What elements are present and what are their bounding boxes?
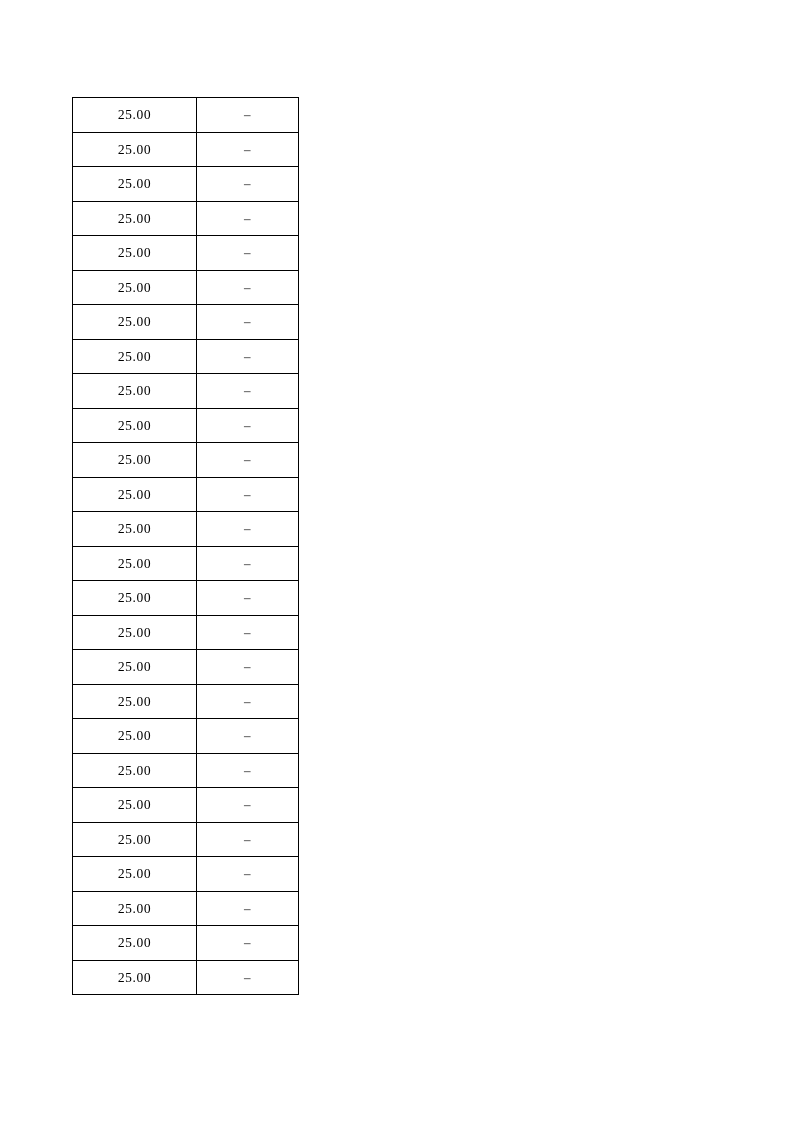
cell-amount: 25.00 bbox=[73, 443, 197, 478]
cell-value bbox=[197, 201, 299, 236]
table-row bbox=[73, 443, 299, 478]
cell-amount: 25.00 bbox=[73, 788, 197, 823]
cell-value bbox=[197, 650, 299, 685]
table-row bbox=[73, 132, 299, 167]
cell-value bbox=[197, 753, 299, 788]
cell-amount: 25.00 bbox=[73, 201, 197, 236]
cell-value bbox=[197, 891, 299, 926]
dash-glyph: – bbox=[243, 693, 252, 709]
cell-amount: 25.00 bbox=[73, 98, 197, 133]
cell-value bbox=[197, 374, 299, 409]
table-row bbox=[73, 822, 299, 857]
table-row bbox=[73, 270, 299, 305]
dash-glyph: – bbox=[243, 831, 252, 847]
table-row bbox=[73, 753, 299, 788]
dash-glyph: – bbox=[243, 521, 252, 536]
dash-glyph: – bbox=[243, 314, 252, 329]
table-row bbox=[73, 857, 299, 892]
dash-glyph: – bbox=[243, 555, 252, 571]
dash-glyph: – bbox=[243, 141, 252, 157]
dash-glyph: – bbox=[243, 486, 252, 502]
table-row bbox=[73, 926, 299, 961]
table-row bbox=[73, 615, 299, 650]
dash-glyph: – bbox=[243, 797, 252, 812]
cell-value bbox=[197, 443, 299, 478]
cell-value bbox=[197, 857, 299, 892]
cell-value bbox=[197, 960, 299, 995]
cell-amount: 25.00 bbox=[73, 546, 197, 581]
cell-value bbox=[197, 615, 299, 650]
dash-glyph: – bbox=[243, 900, 252, 916]
cell-amount: 25.00 bbox=[73, 753, 197, 788]
cell-amount: 25.00 bbox=[73, 236, 197, 271]
cell-value bbox=[197, 788, 299, 823]
table-row bbox=[73, 719, 299, 754]
cell-amount: 25.00 bbox=[73, 650, 197, 685]
cell-value bbox=[197, 305, 299, 340]
cell-value bbox=[197, 408, 299, 443]
table-row bbox=[73, 960, 299, 995]
cell-value bbox=[197, 270, 299, 305]
cell-amount: 25.00 bbox=[73, 857, 197, 892]
dash-glyph: – bbox=[243, 245, 252, 260]
cell-amount: 25.00 bbox=[73, 926, 197, 961]
cell-amount: 25.00 bbox=[73, 270, 197, 305]
cell-amount: 25.00 bbox=[73, 822, 197, 857]
table-row bbox=[73, 650, 299, 685]
dash-glyph: – bbox=[243, 728, 252, 743]
table-row bbox=[73, 581, 299, 616]
dash-glyph: – bbox=[243, 176, 252, 191]
table-row bbox=[73, 546, 299, 581]
cell-amount: 25.00 bbox=[73, 167, 197, 202]
table-row bbox=[73, 374, 299, 409]
dash-glyph: – bbox=[243, 935, 252, 950]
cell-amount: 25.00 bbox=[73, 339, 197, 374]
table-body bbox=[73, 98, 299, 995]
dash-glyph: – bbox=[243, 417, 252, 433]
cell-value bbox=[197, 512, 299, 547]
cell-value bbox=[197, 546, 299, 581]
cell-value bbox=[197, 719, 299, 754]
dash-glyph: – bbox=[243, 866, 252, 881]
dash-glyph: – bbox=[243, 279, 252, 295]
cell-amount: 25.00 bbox=[73, 408, 197, 443]
dash-glyph: – bbox=[243, 348, 252, 364]
dash-glyph: – bbox=[243, 762, 252, 778]
cell-amount: 25.00 bbox=[73, 960, 197, 995]
table-row bbox=[73, 305, 299, 340]
dash-glyph: – bbox=[243, 624, 252, 640]
cell-value bbox=[197, 822, 299, 857]
cell-amount: 25.00 bbox=[73, 891, 197, 926]
cell-value bbox=[197, 98, 299, 133]
table-row bbox=[73, 408, 299, 443]
cell-amount: 25.00 bbox=[73, 512, 197, 547]
table-row bbox=[73, 477, 299, 512]
table-row bbox=[73, 891, 299, 926]
cell-amount: 25.00 bbox=[73, 615, 197, 650]
cell-value bbox=[197, 132, 299, 167]
dash-glyph: – bbox=[243, 383, 252, 398]
table-row bbox=[73, 512, 299, 547]
table-row bbox=[73, 201, 299, 236]
cell-value bbox=[197, 684, 299, 719]
table-row bbox=[73, 788, 299, 823]
cell-amount: 25.00 bbox=[73, 684, 197, 719]
cell-amount: 25.00 bbox=[73, 719, 197, 754]
table-row bbox=[73, 236, 299, 271]
cell-amount: 25.00 bbox=[73, 132, 197, 167]
table-row bbox=[73, 684, 299, 719]
cell-amount: 25.00 bbox=[73, 305, 197, 340]
cell-value bbox=[197, 339, 299, 374]
dash-glyph: – bbox=[243, 452, 252, 467]
dash-glyph: – bbox=[243, 107, 252, 122]
table-row bbox=[73, 98, 299, 133]
table-row bbox=[73, 339, 299, 374]
dash-glyph: – bbox=[243, 659, 252, 674]
cell-value bbox=[197, 926, 299, 961]
dash-glyph: – bbox=[243, 969, 252, 985]
cell-value bbox=[197, 581, 299, 616]
table-row bbox=[73, 167, 299, 202]
dash-glyph: – bbox=[243, 590, 252, 605]
cell-value bbox=[197, 236, 299, 271]
cell-value bbox=[197, 477, 299, 512]
amount-table bbox=[72, 97, 299, 995]
cell-value bbox=[197, 167, 299, 202]
dash-glyph: – bbox=[243, 210, 252, 226]
cell-amount: 25.00 bbox=[73, 581, 197, 616]
cell-amount: 25.00 bbox=[73, 374, 197, 409]
cell-amount: 25.00 bbox=[73, 477, 197, 512]
